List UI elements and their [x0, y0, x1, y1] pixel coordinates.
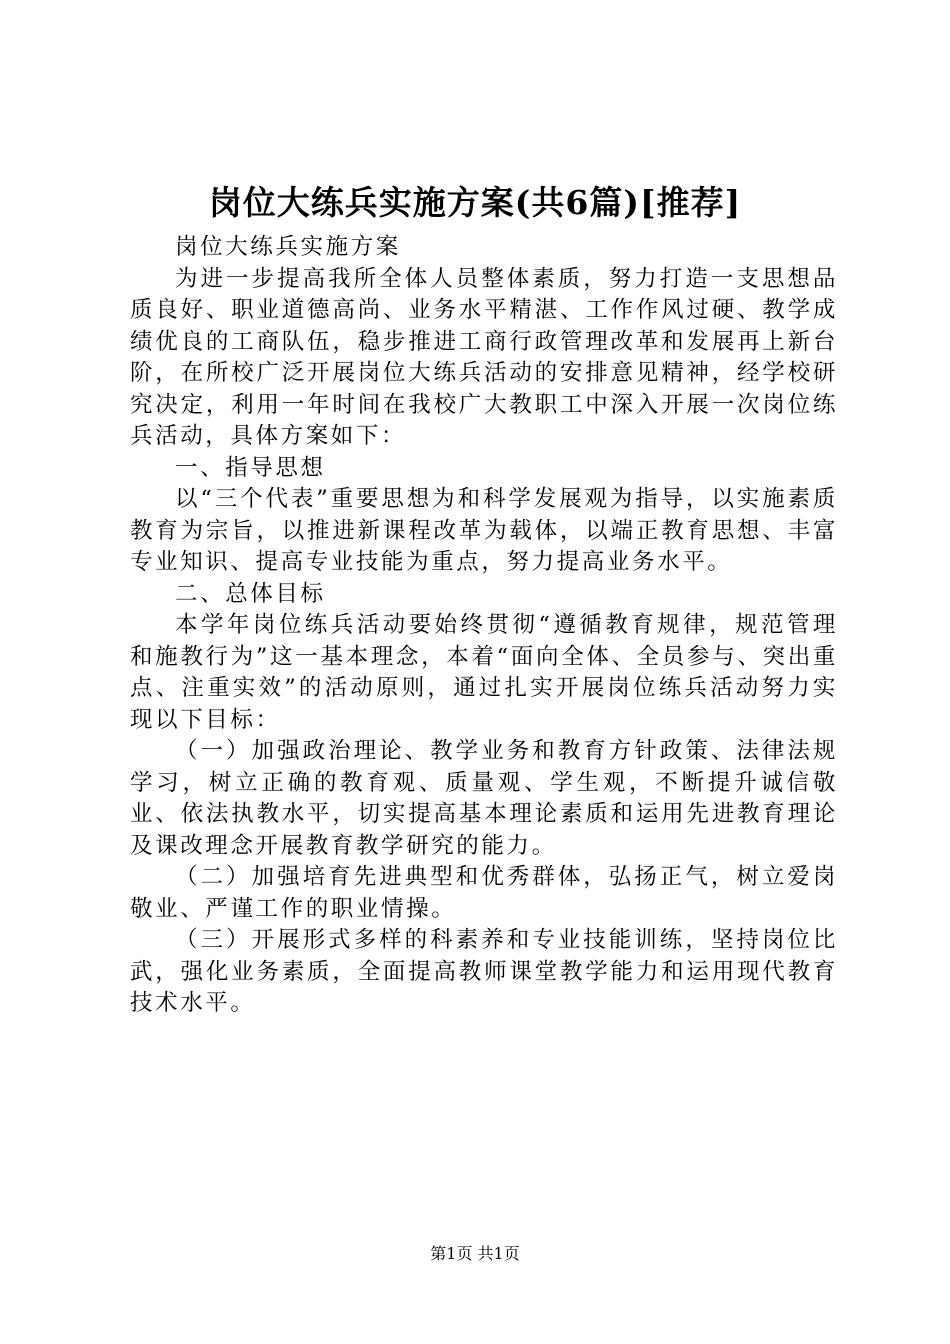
paragraph-intro: 为进一步提高我所全体人员整体素质，努力打造一支思想品质良好、职业道德高尚、业务水平精湛、工作作风过硬、教学成绩优良的工商队伍，稳步推进工商行政管理改革和发展再上新台阶，在所校广泛开展岗位大练兵活动的安排意见精神，经学校研究决定，利用一年时间在我校广大教职工中深入开展一次岗位练兵活动，具体方案如下：	[130, 265, 838, 449]
paragraph-goal-2: （二）加强培育先进典型和优秀群体，弘扬正气，树立爱岗敬业、严谨工作的职业情操。	[130, 864, 838, 922]
paragraph-overall-goals: 本学年岗位练兵活动要始终贯彻“遵循教育规律，规范管理和施教行为”这一基本理念，本着“面向全体、全员参与、突出重点、注重实效”的活动原则，通过扎实开展岗位练兵活动努力实现以下目标：	[130, 612, 838, 733]
section-heading-overall-goals: 二、总体目标	[175, 580, 326, 607]
paragraph-guiding-ideology: 以“三个代表”重要思想为和科学发展观为指导，以实施素质教育为宗旨，以推进新课程改革为载体，以端正教育思想、丰富专业知识、提高专业技能为重点，努力提高业务水平。	[130, 486, 838, 575]
paragraph-goal-3: （三）开展形式多样的科素养和专业技能训练，坚持岗位比武，强化业务素质，全面提高教师课堂教学能力和运用现代教育技术水平。	[130, 927, 838, 1016]
page-footer: 第1页 共1页	[430, 1244, 520, 1263]
document-body	[130, 232, 838, 1020]
paragraph-subtitle: 岗位大练兵实施方案	[175, 234, 401, 260]
section-heading-guiding-ideology: 一、指导思想	[175, 454, 326, 481]
document-title: 岗位大练兵实施方案(共6篇)[推荐]	[208, 183, 742, 222]
paragraph-goal-1: （一）加强政治理论、教学业务和教育方针政策、法律法规学习，树立正确的教育观、质量观、学生观，不断提升诚信敬业、依法执教水平，切实提高基本理论素质和运用先进教育理论及课改理念开展教育教学研究的能力。	[130, 738, 838, 859]
